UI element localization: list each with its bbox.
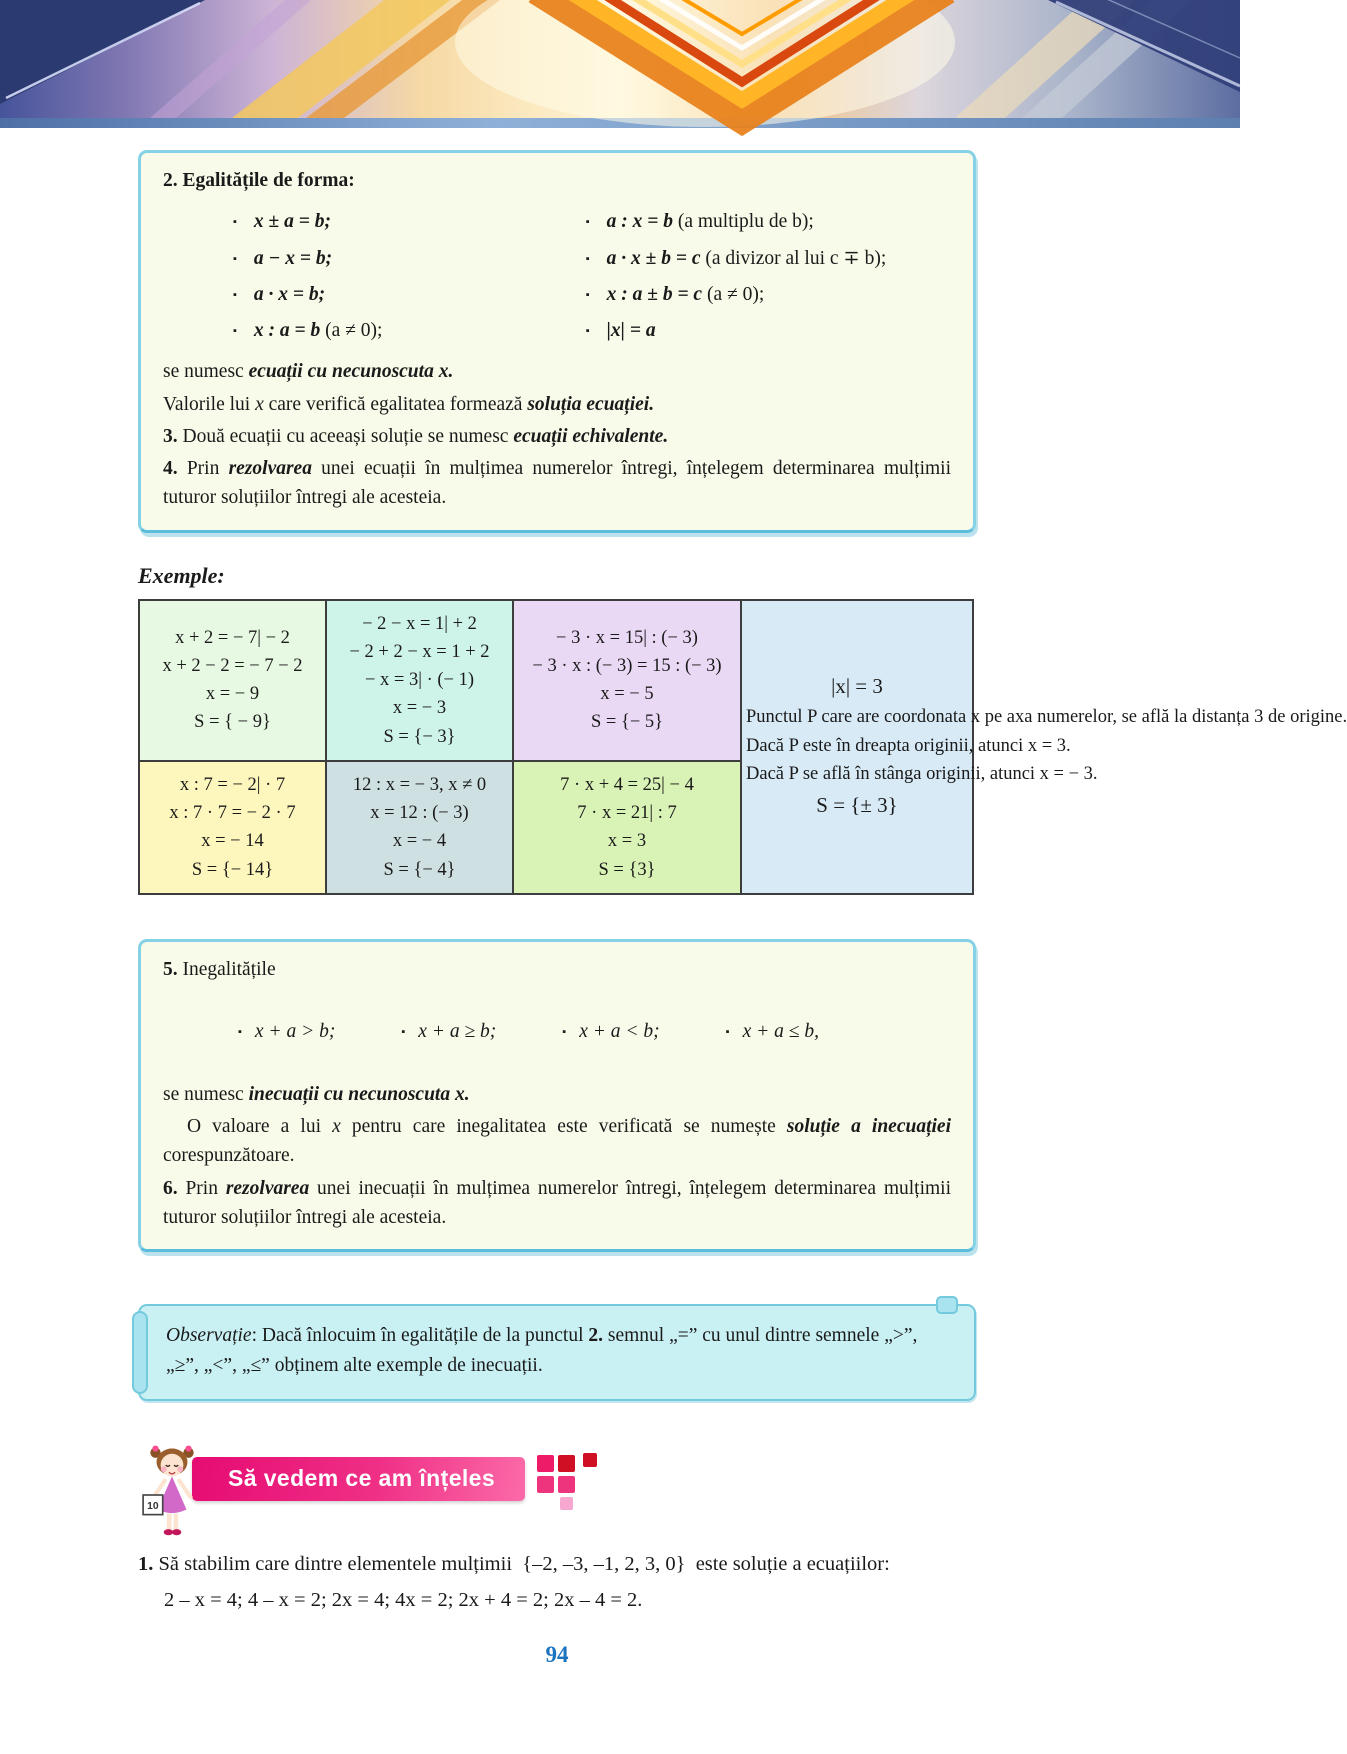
header-abstract-art [0, 0, 1240, 128]
definitions-box-equations [138, 150, 976, 533]
example-line: − 3 · x = 15| : (− 3) [556, 627, 698, 648]
inequality-item: ▪ x + a ≤ b, [726, 1017, 819, 1046]
text-line: 3. Două ecuații cu aceeași soluție se numesc ecuații echivalente. [163, 425, 669, 447]
banner-title-bar [192, 1457, 525, 1501]
example-line: S = {− 4} [383, 859, 456, 880]
example-line: x = − 9 [205, 684, 260, 705]
text-line: 4. Prin rezolvarea unei ecuații în mulțimea numerelor întregi, înțelegem determinarea mulțimii tuturor soluțiilor întregi ale acesteia. [163, 458, 956, 509]
example-line: 7 · x + 4 = 25| − 4 [560, 774, 694, 795]
svg-text:10: 10 [147, 1500, 159, 1512]
exercise-statement: 1. Să stabilim care dintre elementele mulțimii {–2, –3, –1, 2, 3, 0} este soluție a ecuațiilor: [138, 1552, 890, 1575]
equation-item: ▪ a · x ± b = c (a divizor al lui c ∓ b); [586, 244, 951, 273]
example-line: 12 : x = − 3, x ≠ 0 [352, 774, 487, 795]
equation-item: ▪ a · x = b; [233, 280, 580, 309]
equation-lists [163, 198, 951, 354]
example-line: − 3 · x : (− 3) = 15 : (− 3) [532, 655, 722, 676]
example-cell-divide [139, 761, 326, 894]
definitions-box-inequalities [138, 939, 976, 1252]
equation-item: ▪ a − x = b; [233, 244, 580, 273]
example-line: x + 2 − 2 = − 7 − 2 [162, 655, 303, 676]
page-number: 94 [545, 1642, 569, 1668]
text-line: 6. Prin rezolvarea unei inecuații în mulțimea numerelor întregi, înțelegem determinarea mulțimii tuturor soluțiilor întregi ale acesteia. [163, 1177, 956, 1228]
equation-list-right [580, 200, 951, 352]
example-line: S = {− 3} [383, 726, 456, 747]
exercise-1 [138, 1549, 976, 1617]
mosaic-squares-icon [535, 1453, 607, 1511]
example-line: − 2 + 2 − x = 1 + 2 [349, 641, 490, 662]
example-cell-absolute-value [741, 600, 1347, 894]
text-line: Valorile lui x care verifică egalitatea formează soluția ecuației. [163, 393, 655, 415]
examples-heading: Exemple: [138, 562, 225, 588]
text-line: se numesc ecuații cu necunoscuta x. [163, 361, 454, 383]
equation-item: ▪ x ± a = b; [233, 207, 580, 236]
inequality-item: ▪ x + a < b; [562, 1017, 659, 1046]
examples-table [138, 599, 1347, 895]
example-line: S = {± 3} [816, 793, 898, 818]
example-line: x = 12 : (− 3) [370, 803, 469, 824]
inequality-item: ▪ x + a ≥ b; [401, 1017, 496, 1046]
mascot-girl-icon [140, 1445, 204, 1545]
scroll-knob-decoration [936, 1296, 958, 1314]
exercise-equations: 2 – x = 4; 4 – x = 2; 2x = 4; 4x = 2; 2x + 4 = 2; 2x – 4 = 2. [164, 1589, 643, 1612]
example-line: x : 7 = − 2| · 7 [179, 774, 286, 795]
example-line: − x = 3| · (− 1) [365, 670, 474, 691]
box-title: 5. Inegalitățile [163, 958, 276, 980]
equation-item: ▪ x : a ± b = c (a ≠ 0); [586, 280, 951, 309]
example-line: x = − 4 [392, 831, 447, 852]
example-line: S = { − 9} [194, 712, 271, 733]
example-line: x = − 3 [392, 698, 447, 719]
table-row [139, 600, 973, 761]
example-cell-multiply [513, 600, 741, 761]
example-line: x = − 14 [201, 831, 264, 852]
example-cell-divide-by-x [326, 761, 513, 894]
observation-text: Observație: Dacă înlocuim în egalitățile de la punctul 2. semnul „=” cu unul dintre semnele „>”, „≥”, „<”, „≤” obținem alte exemple de inecuații. [166, 1325, 923, 1377]
box-title: 2. Egalitățile de forma: [163, 170, 355, 191]
example-line: 7 · x = 21| : 7 [577, 803, 677, 824]
inequality-list [163, 988, 951, 1076]
text-line: se numesc inecuații cu necunoscuta x. [163, 1083, 470, 1105]
example-line: x : 7 · 7 = − 2 · 7 [169, 803, 296, 824]
example-line: Dacă P se află în stânga originii, atunci x = − 3. [746, 763, 1098, 784]
inequality-item: ▪ x + a > b; [238, 1017, 335, 1046]
example-line: − 2 − x = 1| + 2 [362, 613, 477, 634]
example-line: Dacă P este în dreapta originii, atunci x = 3. [746, 735, 1071, 756]
section-banner [138, 1445, 976, 1545]
example-cell-add [139, 600, 326, 761]
banner-label: Să vedem ce am înțeles [228, 1465, 496, 1492]
example-line: |x| = 3 [831, 674, 883, 699]
example-cell-linear [513, 761, 741, 894]
example-line: S = {3} [598, 859, 656, 880]
equation-item: ▪ x : a = b (a ≠ 0); [233, 316, 580, 345]
example-cell-subtract [326, 600, 513, 761]
text-line: O valoare a lui x pentru care inegalitatea este verificată se numește soluție a inecuației corespunzătoare. [163, 1116, 956, 1167]
observation-box [138, 1304, 976, 1400]
equation-list-left [163, 200, 580, 352]
example-line: S = {− 14} [191, 859, 274, 880]
equation-item: ▪ a : x = b (a multiplu de b); [586, 207, 951, 236]
example-line: Punctul P care are coordonata x pe axa numerelor, se află la distanța 3 de origine. [746, 707, 1347, 728]
equation-item: ▪ |x| = a [586, 316, 951, 345]
example-line: x + 2 = − 7| − 2 [175, 627, 290, 648]
example-line: x = 3 [607, 831, 647, 852]
example-line: x = − 5 [600, 684, 654, 705]
scroll-rod-decoration [132, 1311, 148, 1393]
example-line: S = {− 5} [590, 712, 664, 733]
